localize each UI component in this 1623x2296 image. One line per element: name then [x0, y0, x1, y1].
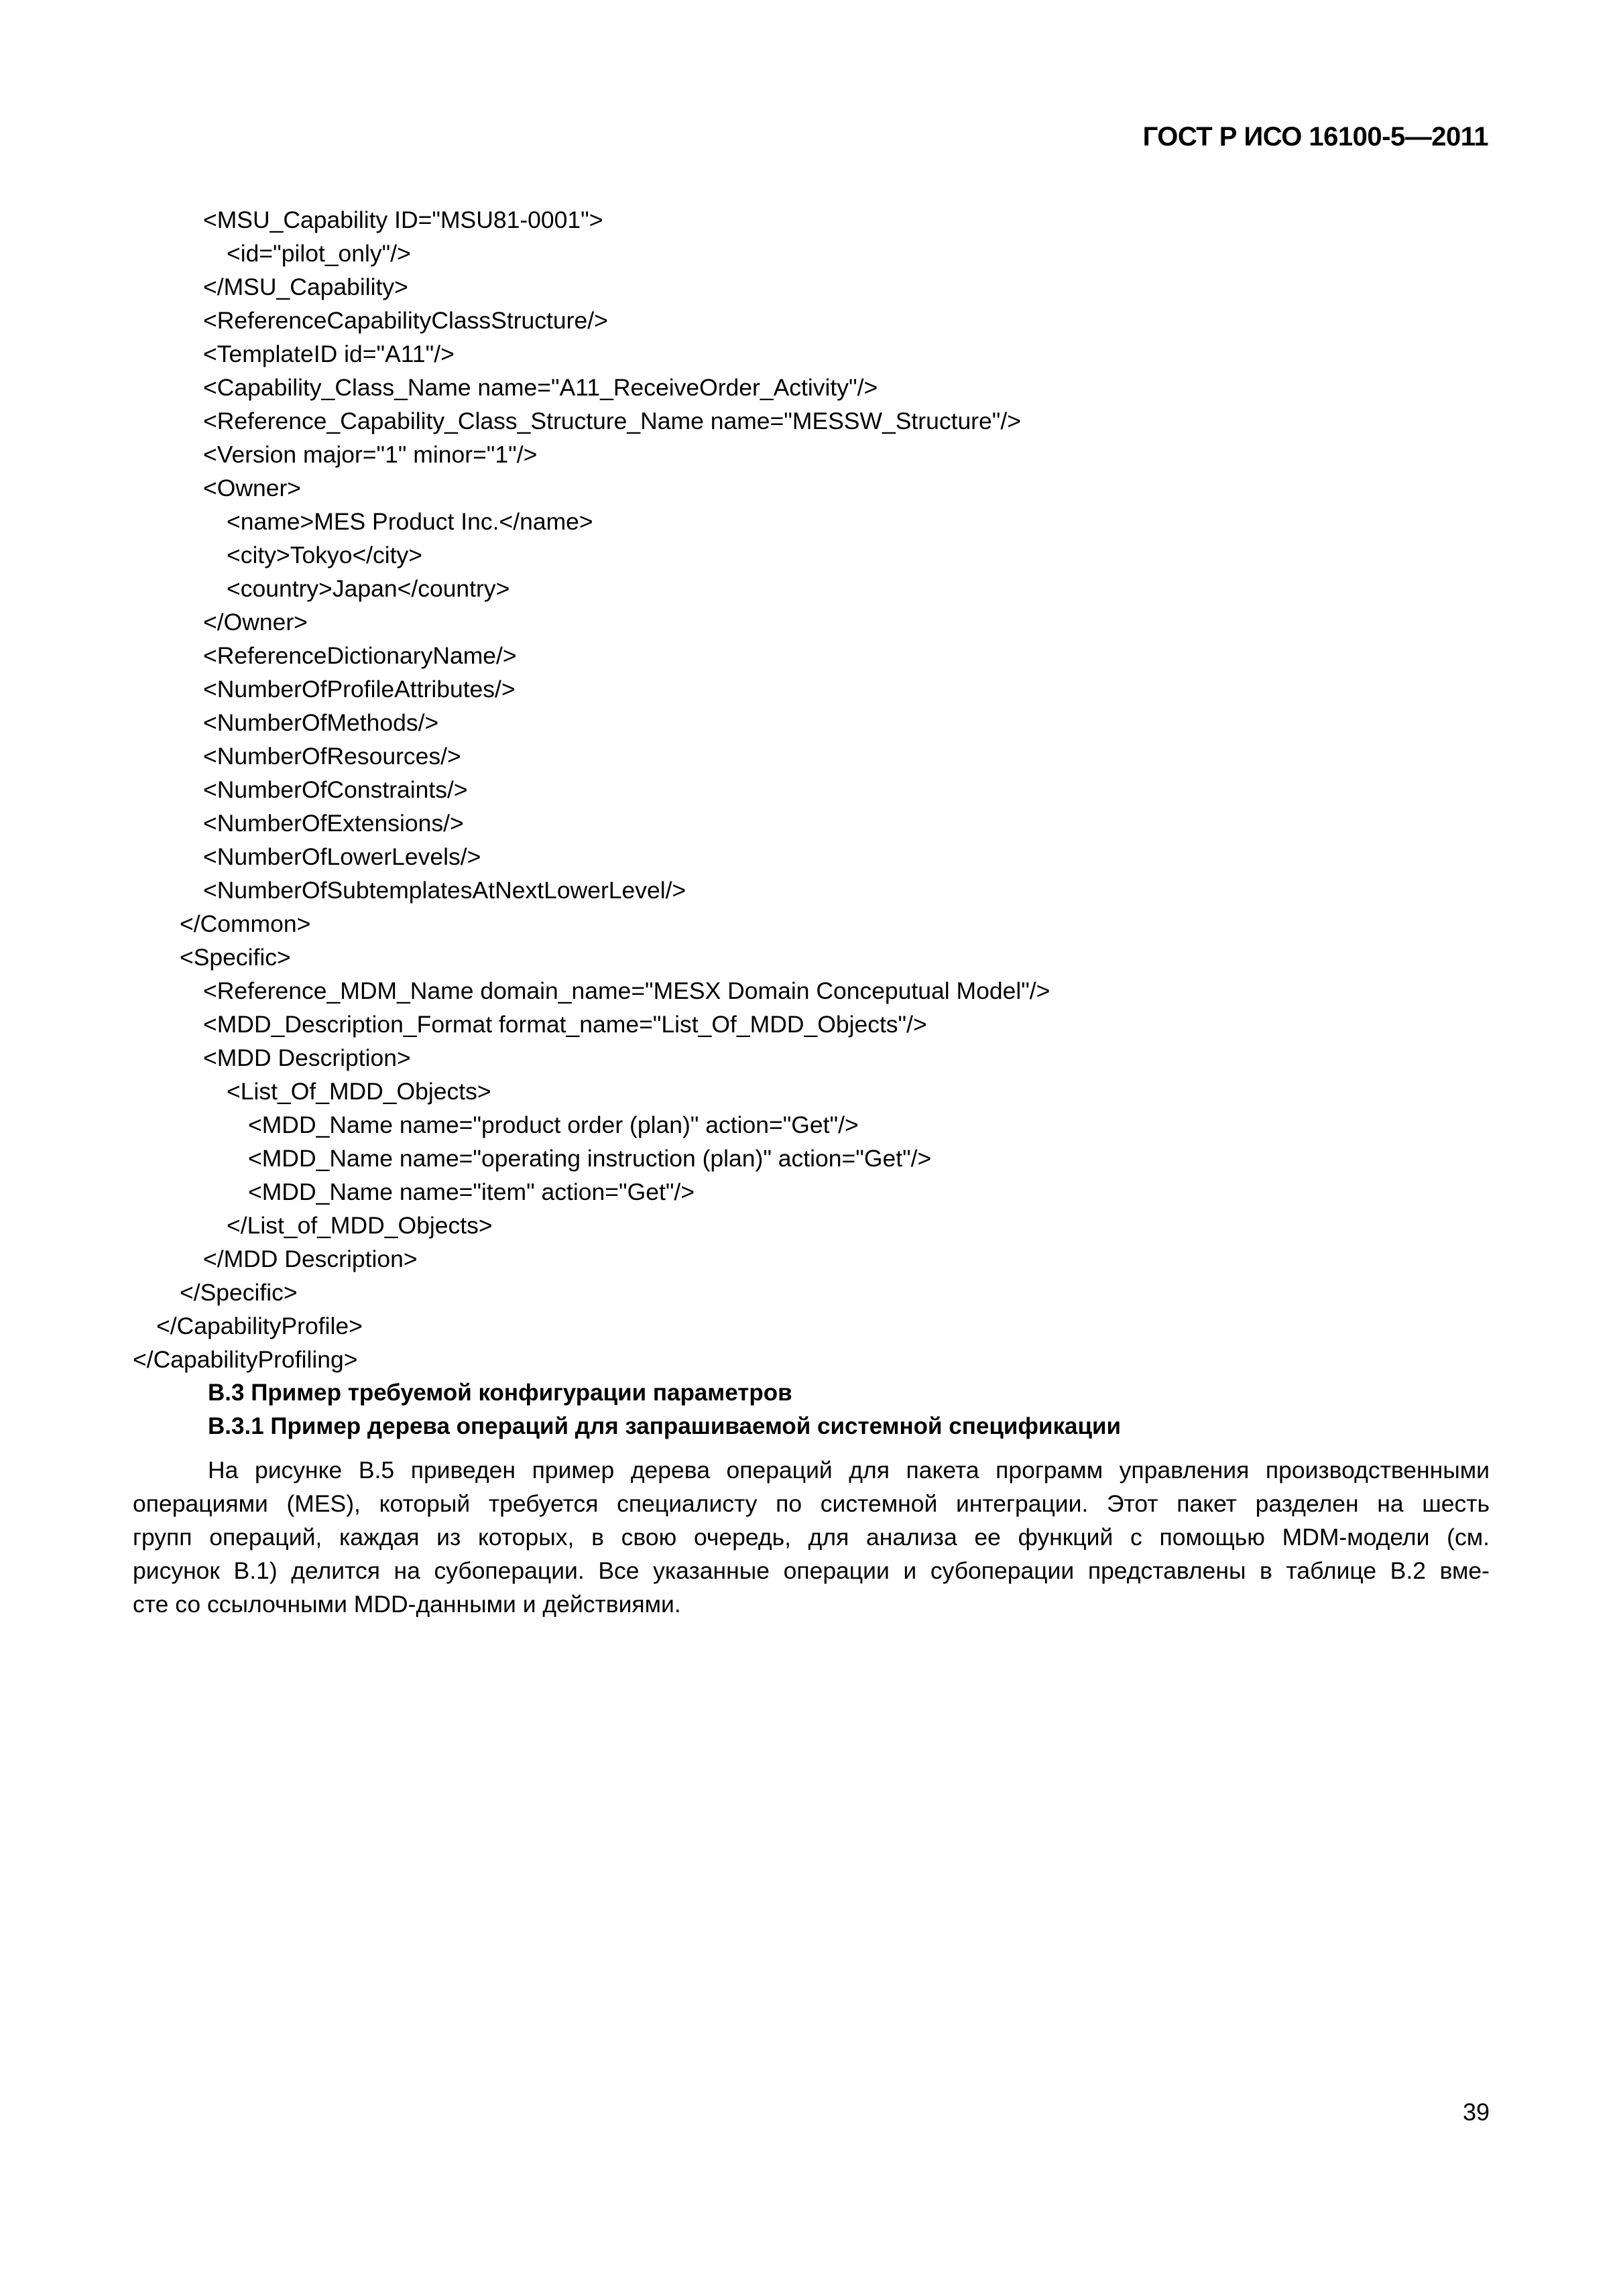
paragraph-line: операциями (MES), который требуется специалисту по системной интеграции. Этот пакет разделен на шесть: [133, 1490, 1490, 1517]
code-line: <Capability_Class_Name name="A11_ReceiveOrder_Activity"/>: [203, 374, 878, 401]
paragraph-line: На рисунке B.5 приведен пример дерева операций для пакета программ управления производственными: [208, 1457, 1490, 1484]
paragraph-line: групп операций, каждая из которых, в свою очередь, для анализа ее функций с помощью MDM-модели (см.: [133, 1524, 1490, 1551]
code-line: <MDD_Name name="product order (plan)" action="Get"/>: [248, 1111, 859, 1138]
code-line: <name>MES Product Inc.</name>: [227, 508, 593, 535]
body-paragraph: [133, 1453, 1490, 1621]
document-standard-id: ГОСТ Р ИСО 16100-5—2011: [1142, 122, 1488, 152]
code-line: <Reference_Capability_Class_Structure_Name name="MESSW_Structure"/>: [203, 408, 1021, 434]
code-line: <Reference_MDM_Name domain_name="MESX Domain Conceputual Model"/>: [203, 977, 1050, 1004]
code-line: <MDD Description>: [203, 1044, 411, 1071]
code-line: </Owner>: [203, 609, 308, 636]
code-line: <city>Tokyo</city>: [227, 542, 423, 568]
paragraph-line: сте со ссылочными MDD-данными и действиями.: [133, 1591, 681, 1618]
code-line: <TemplateID id="A11"/>: [203, 341, 455, 367]
code-line: <ReferenceCapabilityClassStructure/>: [203, 307, 608, 334]
section-heading-b3: B.3 Пример требуемой конфигурации параметров: [208, 1380, 792, 1406]
code-line: </Common>: [180, 910, 311, 937]
code-line: </CapabilityProfile>: [156, 1313, 363, 1339]
code-line: <NumberOfExtensions/>: [203, 810, 464, 837]
code-line: <List_Of_MDD_Objects>: [227, 1078, 491, 1105]
code-line: <MSU_Capability ID="MSU81-0001">: [203, 206, 603, 233]
code-line: <NumberOfResources/>: [203, 743, 461, 770]
code-line: <Specific>: [180, 944, 291, 971]
section-heading-b3-1: B.3.1 Пример дерева операций для запрашиваемой системной спецификации: [208, 1413, 1122, 1439]
code-line: <country>Japan</country>: [227, 575, 510, 602]
code-line: <Owner>: [203, 475, 302, 501]
code-line: </List_of_MDD_Objects>: [227, 1212, 493, 1239]
code-line: <Version major="1" minor="1"/>: [203, 441, 538, 468]
code-line: </Specific>: [180, 1279, 298, 1306]
code-line: <MDD_Name name="item" action="Get"/>: [248, 1179, 695, 1205]
code-line: <ReferenceDictionaryName/>: [203, 642, 517, 669]
code-line: <NumberOfLowerLevels/>: [203, 843, 481, 870]
code-line: <MDD_Name name="operating instruction (plan)" action="Get"/>: [248, 1145, 932, 1172]
code-line: </MSU_Capability>: [203, 274, 408, 300]
code-line: <NumberOfMethods/>: [203, 709, 439, 736]
code-line: </MDD Description>: [203, 1246, 418, 1272]
page-number: 39: [1462, 2098, 1490, 2126]
code-line: <MDD_Description_Format format_name="List_Of_MDD_Objects"/>: [203, 1011, 927, 1038]
code-line: <NumberOfConstraints/>: [203, 776, 468, 803]
code-line: </CapabilityProfiling>: [133, 1346, 358, 1373]
code-line: <NumberOfSubtemplatesAtNextLowerLevel/>: [203, 877, 686, 904]
code-line: <NumberOfProfileAttributes/>: [203, 676, 516, 703]
code-line: <id="pilot_only"/>: [227, 240, 411, 267]
paragraph-line: рисунок B.1) делится на субоперации. Все указанные операции и субоперации представлены в таблице B.2 вме-: [133, 1557, 1490, 1584]
